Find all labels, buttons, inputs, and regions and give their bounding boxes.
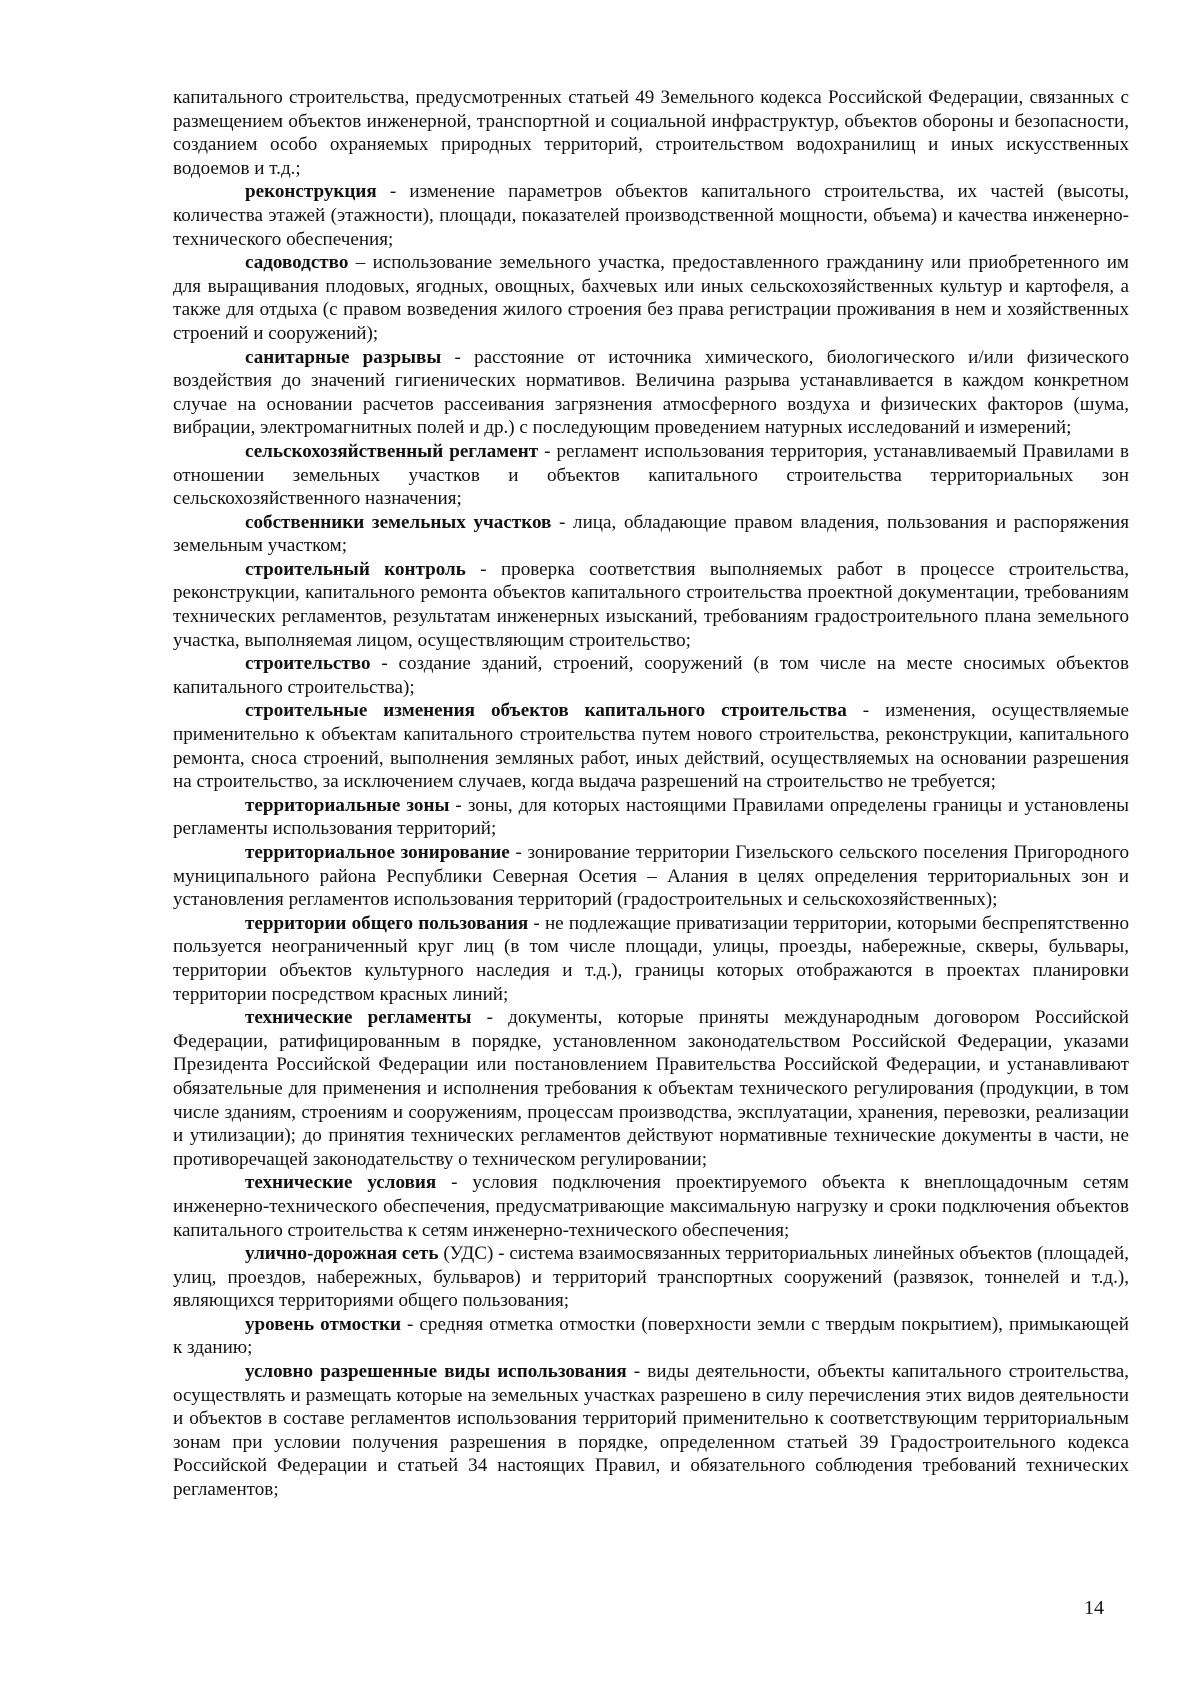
- definition-territorial-zones: [173, 794, 1129, 841]
- definition-term: условно разрешенные виды использования: [245, 1361, 627, 1383]
- definition-gardening: [173, 251, 1129, 345]
- definition-term: технические регламенты: [245, 1007, 472, 1029]
- definition-public-territories: [173, 912, 1129, 1006]
- definition-text: - лица, обладающие правом владения, пользования и распоряжения земельным участком;: [173, 511, 1129, 557]
- definition-text: - условия подключения проектируемого объекта к внеплощадочным сетям инженерно-технического обеспечения, предусматривающие максимальную нагрузку и сроки подключения объектов капитального строительства к сетям инженерно-технического обеспечения;: [173, 1172, 1129, 1241]
- definition-text: (УДС) - система взаимосвязанных территориальных линейных объектов (площадей, улиц, проездов, набережных, бульваров) и территорий транспортных сооружений (развязок, тоннелей и т.д.), являющихся территориями общего пользования;: [173, 1243, 1129, 1312]
- definition-term: территориальные зоны: [245, 794, 450, 816]
- definition-term: реконструкция: [245, 181, 377, 203]
- definition-street-road-network: [173, 1242, 1129, 1313]
- definition-blind-area-level: [173, 1313, 1129, 1360]
- definition-text: - виды деятельности, объекты капитального строительства, осуществлять и размещать которые на земельных участках разрешено в силу перечисления этих видов деятельности и объектов в составе регламентов использования территорий применительно к соответствующим территориальным зонам при условии получения разрешения в порядке, определенном статьей 39 Градостроительного кодекса Российской Федерации и статьей 34 настоящих Правил, и обязательного соблюдения требований технических регламентов;: [173, 1361, 1129, 1501]
- definition-text: - создание зданий, строений, сооружений (в том числе на месте сносимых объектов капитального строительства);: [173, 653, 1129, 698]
- definition-term: технические условия: [245, 1172, 437, 1194]
- definition-term: территориальное зонирование: [245, 842, 510, 863]
- definition-technical-conditions: [173, 1171, 1129, 1242]
- definition-term: сельскохозяйственный регламент: [245, 440, 539, 462]
- continuation-paragraph: капитального строительства, предусмотренных статьей 49 Земельного кодекса Российской Федерации, связанных с размещением объектов инженерной, транспортной и социальной инфраструктур, объектов обороны и безопасности, созданием особо охраняемых природных территорий, строительством водохранилищ и иных искусственных водоемов и т.д.;: [173, 87, 1129, 179]
- definition-sanitary-gaps: [173, 346, 1129, 440]
- definition-construction-control: [173, 558, 1129, 652]
- definition-term: территории общего пользования: [245, 912, 529, 934]
- definition-text: - изменение параметров объектов капитального строительства, их частей (высоты, количества этажей (этажности), площади, показателей производственной мощности, объема) и качества инженерно-технического обеспечения;: [173, 181, 1129, 250]
- page-number: 14: [1084, 1597, 1104, 1619]
- definition-territorial-zoning: [173, 841, 1129, 912]
- definition-text: - зоны, для которых настоящими Правилами определены границы и установлены регламенты использования территорий;: [173, 794, 1129, 840]
- definition-term: собственники земельных участков: [245, 511, 552, 533]
- definition-text: - средняя отметка отмостки (поверхности земли с твердым покрытием), примыкающей к зданию;: [173, 1313, 1130, 1359]
- definition-construction-changes: [173, 699, 1129, 793]
- definition-text: - не подлежащие приватизации территории, которыми беспрепятственно пользуется неограниченный круг лиц (в том числе площади, улицы, проезды, набережные, скверы, бульвары, территории объектов культурного наследия и т.д.), границы которых отображаются в проектах планировки территории посредством красных линий;: [173, 912, 1129, 1005]
- definition-term: санитарные разрывы: [245, 346, 442, 368]
- definition-text: - расстояние от источника химического, биологического и/или физического воздействия до значений гигиенических нормативов. Величина разрыва устанавливается в каждом конкретном случае на основании расчетов рассеивания загрязнения атмосферного воздуха и физических факторов (шума, вибрации, электромагнитных полей и др.) с последующим проведением натурных исследований и измерений;: [173, 346, 1129, 439]
- definition-agricultural-regulation: [173, 440, 1129, 511]
- definition-construction: [173, 652, 1129, 699]
- definition-term: уровень отмостки: [245, 1313, 401, 1335]
- page-body: [173, 86, 1129, 1502]
- definition-reconstruction: [173, 180, 1129, 251]
- definition-term: строительный контроль: [245, 558, 466, 580]
- definition-conditional-uses: [173, 1360, 1129, 1502]
- definition-term: улично-дорожная сеть: [245, 1243, 439, 1265]
- definition-land-owners: [173, 511, 1129, 558]
- definition-text: – использование земельного участка, предоставленного гражданину или приобретенного им для выращивания плодовых, ягодных, овощных, бахчевых или иных сельскохозяйственных культур и картофеля, а также для отдыха (с правом возведения жилого строения без права регистрации проживания в нем и хозяйственных строений и сооружений);: [173, 252, 1129, 344]
- definition-text: - проверка соответствия выполняемых работ в процессе строительства, реконструкции, капитального ремонта объектов капитального строительства проектной документации, требованиям технических регламентов, результатам инженерных изысканий, требованиям градостроительного плана земельного участка, выполняемая лицом, осуществляющим строительство;: [173, 558, 1129, 651]
- definition-text: - регламент использования территория, устанавливаемый Правилами в отношении земельных участков и объектов капитального строительства территориальных зон сельскохозяйственного назначения;: [173, 440, 1129, 510]
- definition-text: - зонирование территории Гизельского сельского поселения Пригородного муниципального района Республики Северная Осетия – Алания в целях определения территориальных зон и установления регламентов использования территорий (градостроительных и сельскохозяйственных);: [173, 842, 1129, 911]
- definition-term: строительство: [245, 653, 371, 675]
- definition-text: - документы, которые приняты международным договором Российской Федерации, ратифицированным в порядке, установленном законодательством Российской Федерации, указами Президента Российской Федерации или постановлением Правительства Российской Федерации, и устанавливают обязательные для применения и исполнения требования к объектам технического регулирования (продукции, в том числе зданиям, строениям и сооружениям, процессам производства, эксплуатации, хранения, перевозки, реализации и утилизации); до принятия технических регламентов действуют нормативные технические документы в части, не противоречащей законодательству о техническом регулировании;: [173, 1007, 1130, 1170]
- definition-text: - изменения, осуществляемые применительно к объектам капитального строительства путем нового строительства, реконструкции, капитального ремонта, сноса строений, выполнения земляных работ, иных действий, осуществляемых на основании разрешения на строительство, за исключением случаев, когда выдача разрешений на строительство не требуется;: [173, 700, 1129, 793]
- definition-term: строительные изменения объектов капитального строительства: [245, 700, 847, 722]
- definition-term: садоводство: [245, 252, 349, 274]
- definition-technical-regulations: [173, 1006, 1129, 1171]
